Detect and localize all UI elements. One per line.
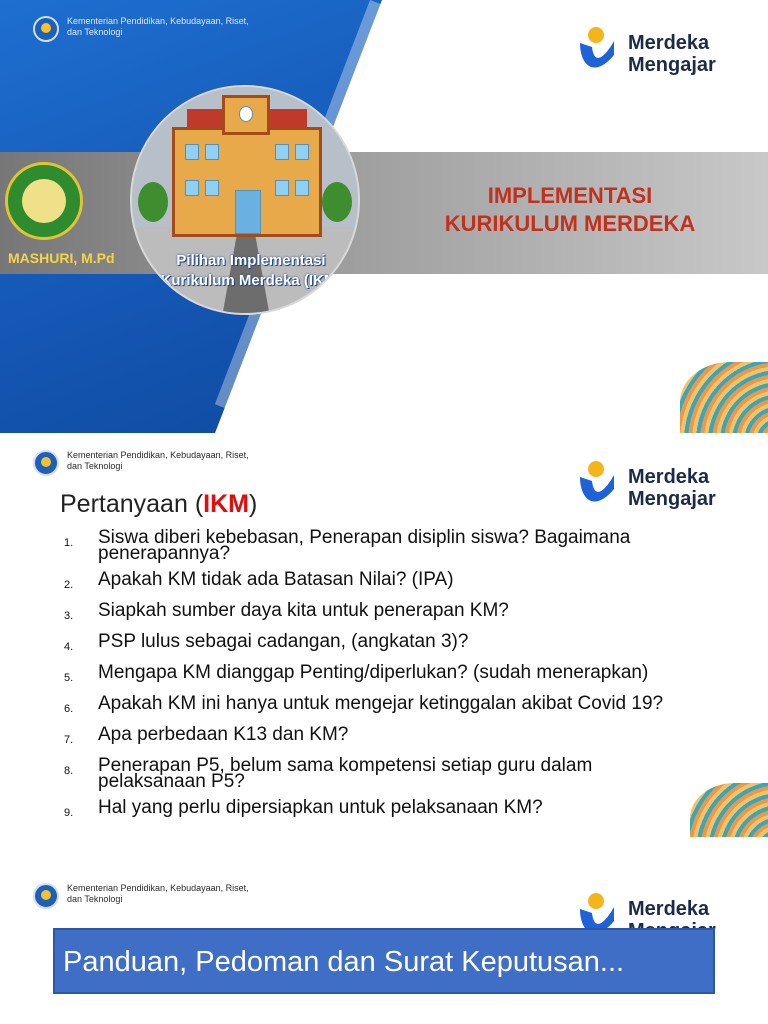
illustration-caption-line-1: Pilihan Implementasi xyxy=(176,252,326,269)
title-suffix: ) xyxy=(248,490,258,518)
list-item xyxy=(64,600,704,624)
list-item-number: 6. xyxy=(64,703,74,715)
title-highlight: IKM xyxy=(203,490,249,518)
list-item-number: 3. xyxy=(64,610,74,622)
questions-title xyxy=(60,490,257,519)
list-item xyxy=(64,662,704,686)
list-item-text: Hal yang perlu dipersiapkan untuk pelaksanaan KM? xyxy=(98,797,543,818)
list-item-number: 4. xyxy=(64,641,74,653)
list-item xyxy=(64,631,704,655)
ministry-header xyxy=(33,16,257,42)
title-line-1: IMPLEMENTASI xyxy=(487,183,653,208)
slide-title-text xyxy=(380,182,760,238)
slide-guidelines xyxy=(0,837,768,1024)
ikm-illustration xyxy=(130,85,360,315)
questions-list xyxy=(64,527,704,831)
list-item-number: 5. xyxy=(64,672,74,684)
brand-line-1: Merdeka xyxy=(628,466,710,488)
brand-line-1: Merdeka xyxy=(628,898,710,920)
brand-line-2: Mengajar xyxy=(628,488,716,510)
list-item xyxy=(64,797,704,821)
illustration-caption-line-2: Kurikulum Merdeka (IKM) xyxy=(160,272,342,289)
list-item-text: PSP lulus sebagai cadangan, (angkatan 3)? xyxy=(98,631,469,652)
list-item-text: Penerapan P5, belum sama kompetensi setiap guru dalam pelaksanaan P5? xyxy=(98,755,593,792)
list-item-text: Apakah KM tidak ada Batasan Nilai? (IPA) xyxy=(98,569,454,590)
list-item-text: Apa perbedaan K13 dan KM? xyxy=(98,724,349,745)
riau-emblem-icon xyxy=(5,162,83,240)
presenter-name: MASHURI, M.Pd xyxy=(8,250,115,266)
tut-wuri-logo-icon xyxy=(33,450,59,476)
ministry-name: Kementerian Pendidikan, Kebudayaan, Riset, dan Teknologi xyxy=(67,450,249,471)
ministry-header xyxy=(33,450,257,476)
tut-wuri-logo-icon xyxy=(33,16,59,42)
merdeka-mengajar-logo xyxy=(560,4,753,104)
merdeka-mengajar-mark-icon xyxy=(576,25,620,83)
decorative-pattern xyxy=(680,362,768,433)
list-item-number: 1. xyxy=(64,537,74,549)
list-item xyxy=(64,693,704,717)
ministry-header xyxy=(33,883,257,909)
brand-line-1: Merdeka xyxy=(628,32,710,54)
list-item-text: Siapkah sumber daya kita untuk penerapan KM? xyxy=(98,600,509,621)
list-item-text: Mengapa KM dianggap Penting/diperlukan? (sudah menerapkan) xyxy=(98,662,649,683)
list-item xyxy=(64,724,704,748)
brand-line-2: Mengajar xyxy=(628,54,716,76)
tut-wuri-logo-icon xyxy=(33,883,59,909)
banner-text: Panduan, Pedoman dan Surat Keputusan... xyxy=(63,946,625,978)
list-item-number: 7. xyxy=(64,734,74,746)
guidelines-banner xyxy=(53,928,715,994)
slide-title xyxy=(0,0,768,433)
title-line-2: KURIKULUM MERDEKA xyxy=(444,211,696,236)
title-prefix: Pertanyaan ( xyxy=(60,490,204,518)
list-item-number: 2. xyxy=(64,579,74,591)
merdeka-mengajar-logo xyxy=(560,438,753,538)
list-item xyxy=(64,755,704,792)
slide-questions xyxy=(0,433,768,837)
list-item xyxy=(64,527,704,564)
ministry-name: Kementerian Pendidikan, Kebudayaan, Riset, dan Teknologi xyxy=(67,883,249,904)
list-item-number: 8. xyxy=(64,765,74,777)
school-building-icon xyxy=(172,127,322,237)
list-item-text: Siswa diberi kebebasan, Penerapan disiplin siswa? Bagaimana penerapannya? xyxy=(98,527,631,564)
list-item-text: Apakah KM ini hanya untuk mengejar ketinggalan akibat Covid 19? xyxy=(98,693,664,714)
ministry-name: Kementerian Pendidikan, Kebudayaan, Riset, dan Teknologi xyxy=(67,16,249,37)
list-item xyxy=(64,569,704,593)
list-item-number: 9. xyxy=(64,807,74,819)
merdeka-mengajar-mark-icon xyxy=(576,459,620,517)
